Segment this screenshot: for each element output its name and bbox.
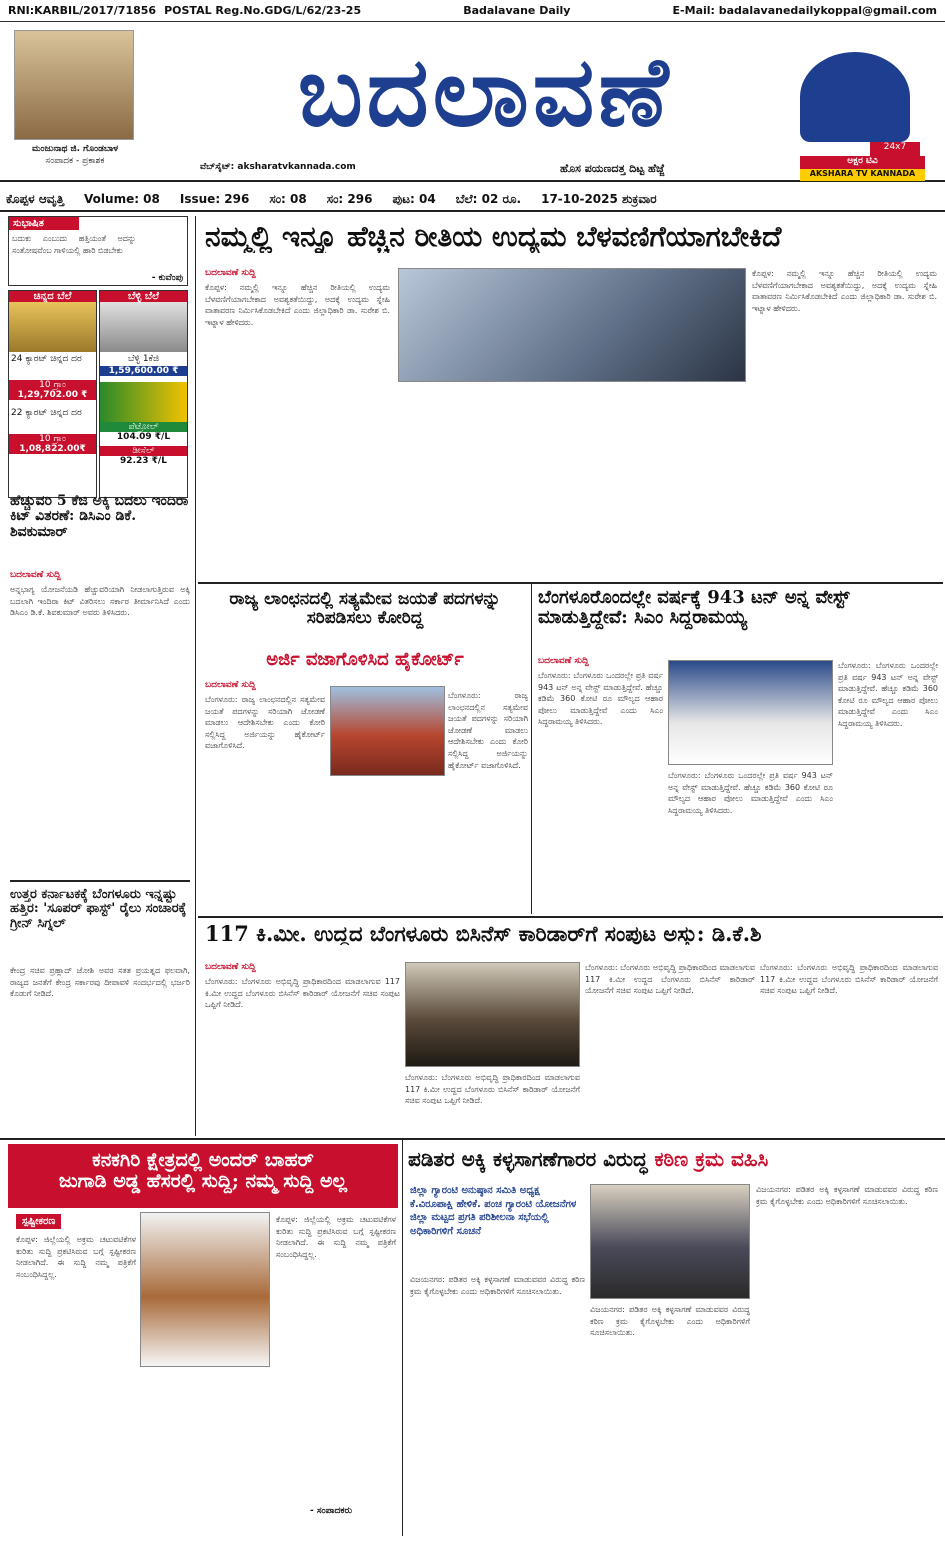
website[interactable]: ವೆಬ್‌ಸೈಟ್: aksharatvkannada.com bbox=[200, 162, 356, 172]
silver-price: 1,59,600.00 ₹ bbox=[100, 366, 187, 376]
volume: Volume: 08 bbox=[84, 192, 160, 206]
info-bar bbox=[0, 188, 945, 212]
smuggle-headline-1: ಪಡಿತರ ಅಕ್ಕಿ ಕಳ್ಳಸಾಗಣೆಗಾರರ ವಿರುದ್ಧ bbox=[408, 1147, 648, 1171]
kanakagiri-label: ಸ್ಪಷ್ಟೀಕರಣ bbox=[16, 1214, 61, 1229]
editor-photo bbox=[14, 30, 134, 140]
court-headline: ರಾಜ್ಯ ಲಾಂಛನದಲ್ಲಿ ಸತ್ಯಮೇವ ಜಯತೆ ಪದಗಳನ್ನು ಸರಿಪಡಿಸಲು ಕೋರಿದ್ದ bbox=[229, 589, 501, 628]
waste-headline: ಬೆಂಗಳೂರೊಂದಲ್ಲೇ ವರ್ಷಕ್ಕೆ 943 ಟನ್ ಅನ್ನ ವೇಸ್ಟ್ ಮಾಡುತ್ತಿದ್ದೇವೆ: ಸಿಎಂ ಸಿದ್ದರಾಮಯ್ಯ bbox=[538, 587, 850, 628]
email: E-Mail: badalavanedailykoppal@gmail.com bbox=[672, 4, 937, 17]
rice-byline: ಬದಲಾವಣೆ ಸುದ್ದಿ bbox=[10, 570, 61, 580]
rail-headline: ಉತ್ತರ ಕರ್ನಾಟಕಕ್ಕೆ ಬೆಂಗಳೂರು ಇನ್ನಷ್ಟು ಹತ್ತಿರ: 'ಸೂಪರ್ ಫಾಸ್ಟ್' ರೈಲು ಸಂಚಾರಕ್ಕೆ ಗ್ರೀನ್ ಸಿಗ್ನಲ್ bbox=[10, 887, 187, 931]
column-divider bbox=[195, 216, 196, 1136]
corridor-body-cont: ಬೆಂಗಳೂರು: ಬೆಂಗಳೂರು ಅಭಿವೃದ್ಧಿ ಪ್ರಾಧಿಕಾರದಿಂದ ಮಾಡಲಾಗುವ 117 ಕಿ.ಮೀ ಉದ್ದದ ಬೆಂಗಳೂರು ಬಿಸಿನೆಸ್ ಕಾರಿಡಾರ್ ಯೋಜನೆಗೆ ಸಚಿವ ಸಂಪುಟ ಒಪ್ಪಿಗೆ ನೀಡಿದೆ. bbox=[405, 1073, 580, 1106]
petrol-price: 104.09 ₹/L bbox=[116, 432, 171, 442]
diesel-price: 92.23 ₹/L bbox=[120, 456, 167, 466]
lead-body: ಕೊಪ್ಪಳ: ನಮ್ಮಲ್ಲಿ ಇನ್ನೂ ಹೆಚ್ಚಿನ ರೀತಿಯಲ್ಲಿ ಉದ್ಯಮ ಬೆಳವಣಿಗೆಯಾಗಬೇಕಾದ ಅವಶ್ಯಕತೆಯಿದ್ದು, ಅದಕ್ಕೆ ಉದ್ಯಮ ಸ್ನೇಹಿ ವಾತಾವರಣ ನಿರ್ಮಿಸಿಕೊಡಬೇಕಿದೆ ಎಂದು ಜಿಲ್ಲಾಧಿಕಾರಿ ಡಾ. ಸುರೇಶ ಬಿ. ಇಟ್ನಾಳ ಹೇಳಿದರು. bbox=[205, 283, 390, 327]
subhashita-box bbox=[8, 216, 188, 286]
column-divider bbox=[402, 1140, 403, 1536]
tv-badge: 24x7 bbox=[870, 142, 920, 156]
subhashita-text: ಬದುಕು ಎಂಬುದು ಹತ್ತಿಯಂತೆ ಅದನ್ನು ಸಂತೋಷವೆಂಬ ಗಾಳಿಯಲ್ಲಿ ಹಾರಿ ಬಿಡಬೇಕು bbox=[12, 234, 136, 255]
kanakagiri-photo bbox=[140, 1212, 270, 1367]
kanakagiri-sign: - ಸಂಪಾದಕರು bbox=[310, 1506, 353, 1516]
masthead-title: ಬದಲಾವಣೆ bbox=[297, 35, 673, 148]
kanakagiri-headline bbox=[8, 1144, 398, 1208]
gold22-qty: 10 ಗ್ರಾಂ bbox=[9, 434, 96, 444]
smuggle-headline-2: ಕಠಿಣ ಕ್ರಮ ವಹಿಸಿ bbox=[654, 1147, 769, 1171]
smuggle-photo bbox=[590, 1184, 750, 1299]
smuggle-headline bbox=[408, 1148, 938, 1170]
waste-byline: ಬದಲಾವಣೆ ಸುದ್ದಿ bbox=[538, 656, 589, 666]
lead-photo bbox=[398, 268, 746, 382]
samputa: ಸಂ: 08 bbox=[269, 191, 307, 206]
gold-image bbox=[9, 302, 96, 352]
paper-name: Badalavane Daily bbox=[463, 4, 571, 17]
smuggle-subhead: ಜಿಲ್ಲಾ ಗ್ಯಾರಂಟಿ ಅನುಷ್ಠಾನ ಸಮಿತಿ ಅಧ್ಯಕ್ಷ ಕೆ.ವಿರೂಪಾಕ್ಷಿ ಹೇಳಿಕೆ. ಪಂಚ ಗ್ಯಾರಂಟಿ ಯೋಜನೆಗಳ ಜಿಲ್ಲಾ ಮಟ್ಟದ ಪ್ರಗತಿ ಪರಿಶೀಲನಾ ಸಭೆಯಲ್ಲಿ ಅಧಿಕಾರಿಗಳಿಗೆ ಸೂಚನೆ bbox=[410, 1185, 577, 1237]
corridor-headline: 117 ಕಿ.ಮೀ. ಉದ್ದದ ಬೆಂಗಳೂರು ಬಿಸಿನೆಸ್ ಕಾರಿಡಾರ್‌ಗೆ ಸಂಪುಟ ಅಸ್ತು: ಡಿ.ಕೆ.ಶಿ bbox=[205, 922, 762, 946]
kanakagiri-body: ಕೊಪ್ಪಳ: ಜಿಲ್ಲೆಯಲ್ಲಿ ಅಕ್ರಮ ಚಟುವಟಿಕೆಗಳ ಕುರಿತು ಸುದ್ದಿ ಪ್ರಕಟಿಸಿರುವ ಬಗ್ಗೆ ಸ್ಪಷ್ಟೀಕರಣ ನೀಡಲಾಗಿದೆ. ಈ ಸುದ್ದಿ ನಮ್ಮ ಪತ್ರಿಕೆಗೆ ಸಂಬಂಧಿಸಿದ್ದಲ್ಲ. bbox=[16, 1235, 136, 1279]
gold24-label: 24 ಕ್ಯಾರಟ್ ಚಿನ್ನದ ದರ bbox=[11, 354, 82, 364]
corridor-body: ಬೆಂಗಳೂರು: ಬೆಂಗಳೂರು ಅಭಿವೃದ್ಧಿ ಪ್ರಾಧಿಕಾರದಿಂದ ಮಾಡಲಾಗುವ 117 ಕಿ.ಮೀ ಉದ್ದದ ಬೆಂಗಳೂರು ಬಿಸಿನೆಸ್ ಕಾರಿಡಾರ್ ಯೋಜನೆಗೆ ಸಚಿವ ಸಂಪುಟ ಒಪ್ಪಿಗೆ ನೀಡಿದೆ. bbox=[205, 977, 400, 1010]
price: ಬೆಲೆ: 02 ರೂ. bbox=[455, 191, 522, 206]
top-bar bbox=[0, 0, 945, 22]
kanakagiri-headline-line2: ಜುಗಾಡಿ ಅಡ್ಡ ಹೆಸರಲ್ಲಿ ಸುದ್ದಿ; ನಮ್ಮ ಸುದ್ದಿ ಅಲ್ಲ bbox=[58, 1169, 348, 1192]
tv-logo bbox=[800, 52, 910, 142]
divider bbox=[198, 582, 943, 584]
tv-name-en: AKSHARA TV KANNADA bbox=[800, 169, 925, 181]
fuel-icon bbox=[100, 382, 187, 422]
cm-photo bbox=[668, 660, 833, 765]
editor-role: ಸಂಪಾದಕ - ಪ್ರಕಾಶಕ bbox=[45, 156, 105, 166]
gold24-qty: 10 ಗ್ರಾಂ bbox=[9, 380, 96, 390]
lead-byline: ಬದಲಾವಣೆ ಸುದ್ದಿ bbox=[205, 268, 256, 278]
gold22-price: 1,08,822.00₹ bbox=[9, 444, 96, 454]
subhashita-label: ಸುಭಾಷಿತ bbox=[9, 217, 79, 230]
column-divider bbox=[531, 584, 532, 914]
gold-label: ಚಿನ್ನದ ಬೆಲೆ bbox=[9, 291, 96, 302]
tv-name: ಅಕ್ಷರ ಟಿವಿ bbox=[800, 156, 925, 169]
sidebar bbox=[8, 216, 188, 498]
rail-body: ಕೇಂದ್ರ ಸಚಿವ ಪ್ರಹ್ಲಾದ್ ಜೋಶಿ ಅವರ ಸತತ ಪ್ರಯತ್ನದ ಫಲವಾಗಿ, ರಾಜ್ಯದ ಜನತೆಗೆ ಕೇಂದ್ರ ಸರ್ಕಾರವು ದೀಪಾವಳಿ ಸಂದರ್ಭದಲ್ಲಿ ಭರ್ಜರಿ ಕೊಡುಗೆ ನೀಡಿದೆ. bbox=[10, 966, 190, 999]
silver-image bbox=[100, 302, 187, 352]
kanakagiri-body-cont: ಕೊಪ್ಪಳ: ಜಿಲ್ಲೆಯಲ್ಲಿ ಅಕ್ರಮ ಚಟುವಟಿಕೆಗಳ ಕುರಿತು ಸುದ್ದಿ ಪ್ರಕಟಿಸಿರುವ ಬಗ್ಗೆ ಸ್ಪಷ್ಟೀಕರಣ ನೀಡಲಾಗಿದೆ. ಈ ಸುದ್ದಿ ನಮ್ಮ ಪತ್ರಿಕೆಗೆ ಸಂಬಂಧಿಸಿದ್ದಲ್ಲ. bbox=[276, 1215, 396, 1259]
gold-box bbox=[8, 290, 97, 498]
waste-body-cont: ಬೆಂಗಳೂರು: ಬೆಂಗಳೂರು ಒಂದರಲ್ಲೇ ಪ್ರತಿ ವರ್ಷ 943 ಟನ್ ಅನ್ನ ವೇಸ್ಟ್ ಮಾಡುತ್ತಿದ್ದೇವೆ. ಹೆಚ್ಚೂ ಕಡಿಮೆ 360 ಕೋಟಿ ರೂ ಮೌಲ್ಯದ ಆಹಾರ ಪೋಲು ಮಾಡುತ್ತಿದ್ದೇವೆ ಎಂದು ಸಿಎಂ ಸಿದ್ದರಾಮಯ್ಯ ತಿಳಿಸಿದರು. bbox=[838, 661, 938, 728]
divider bbox=[0, 1138, 945, 1140]
subhashita-author: - ಕುವೆಂಪು bbox=[151, 273, 183, 283]
lead-body-cont: ಕೊಪ್ಪಳ: ನಮ್ಮಲ್ಲಿ ಇನ್ನೂ ಹೆಚ್ಚಿನ ರೀತಿಯಲ್ಲಿ ಉದ್ಯಮ ಬೆಳವಣಿಗೆಯಾಗಬೇಕಾದ ಅವಶ್ಯಕತೆಯಿದ್ದು, ಅದಕ್ಕೆ ಉದ್ಯಮ ಸ್ನೇಹಿ ವಾತಾವರಣ ನಿರ್ಮಿಸಿಕೊಡಬೇಕಿದೆ ಎಂದು ಜಿಲ್ಲಾಧಿಕಾರಿ ಡಾ. ಸುರೇಶ ಬಿ. ಇಟ್ನಾಳ ಹೇಳಿದರು. bbox=[752, 269, 937, 313]
rice-headline: ಹೆಚ್ಚುವರಿ 5 ಕೆಜಿ ಅಕ್ಕಿ ಬದಲು ಇಂದಿರಾ ಕಿಟ್ ವಿತರಣೆ: ಡಿಸಿಎಂ ಡಿಕೆ. ಶಿವಕುಮಾರ್ bbox=[10, 493, 189, 540]
court-photo bbox=[330, 686, 445, 776]
court-body: ಬೆಂಗಳೂರು: ರಾಜ್ಯ ಲಾಂಛನದಲ್ಲಿನ ಸತ್ಯಮೇವ ಜಯತೆ ಪದಗಳನ್ನು ಸರಿಯಾಗಿ ಜೋಡಣೆ ಮಾಡಲು ಆದೇಶಿಸಬೇಕು ಎಂದು ಕೋರಿ ಸಲ್ಲಿಸಿದ್ದ ಅರ್ಜಿಯನ್ನು ಹೈಕೋರ್ಟ್ ವಜಾಗೊಳಿಸಿದೆ. bbox=[205, 695, 325, 751]
pages: ಪುಟ: 04 bbox=[392, 191, 436, 206]
date: 17-10-2025 ಶುಕ್ರವಾರ bbox=[541, 191, 657, 206]
diesel-label: ಡೀಸೆಲ್ bbox=[100, 446, 187, 456]
court-body-cont: ಬೆಂಗಳೂರು: ರಾಜ್ಯ ಲಾಂಛನದಲ್ಲಿನ ಸತ್ಯಮೇವ ಜಯತೆ ಪದಗಳನ್ನು ಸರಿಯಾಗಿ ಜೋಡಣೆ ಮಾಡಲು ಆದೇಶಿಸಬೇಕು ಎಂದು ಕೋರಿ ಸಲ್ಲಿಸಿದ್ದ ಅರ್ಜಿಯನ್ನು ಹೈಕೋರ್ಟ್ ವಜಾಗೊಳಿಸಿದೆ. bbox=[448, 691, 528, 770]
divider bbox=[198, 916, 943, 918]
gold22-label: 22 ಕ್ಯಾರಟ್ ಚಿನ್ನದ ದರ bbox=[11, 408, 82, 418]
smuggle-body-cont: ವಿಜಯನಗರ: ಪಡಿತರ ಅಕ್ಕಿ ಕಳ್ಳಸಾಗಣೆ ಮಾಡುವವರ ವಿರುದ್ಧ ಕಠಿಣ ಕ್ರಮ ಕೈಗೊಳ್ಳಬೇಕು ಎಂದು ಅಧಿಕಾರಿಗಳಿಗೆ ಸೂಚಿಸಲಾಯಿತು. bbox=[590, 1305, 750, 1338]
corridor-photo bbox=[405, 962, 580, 1067]
court-byline: ಬದಲಾವಣೆ ಸುದ್ದಿ bbox=[205, 680, 256, 690]
rni-number: RNI:KARBIL/2017/71856 bbox=[8, 4, 157, 17]
masthead bbox=[0, 22, 945, 182]
corridor-body-cont3: ಬೆಂಗಳೂರು: ಬೆಂಗಳೂರು ಅಭಿವೃದ್ಧಿ ಪ್ರಾಧಿಕಾರದಿಂದ ಮಾಡಲಾಗುವ 117 ಕಿ.ಮೀ ಉದ್ದದ ಬೆಂಗಳೂರು ಬಿಸಿನೆಸ್ ಕಾರಿಡಾರ್ ಯೋಜನೆಗೆ ಸಚಿವ ಸಂಪುಟ ಒಪ್ಪಿಗೆ ನೀಡಿದೆ. bbox=[760, 963, 938, 996]
tagline: ಹೊಸ ಪಯಣದತ್ತ ದಿಟ್ಟ ಹೆಜ್ಜೆ bbox=[560, 162, 665, 175]
smuggle-body: ವಿಜಯನಗರ: ಪಡಿತರ ಅಕ್ಕಿ ಕಳ್ಳಸಾಗಣೆ ಮಾಡುವವರ ವಿರುದ್ಧ ಕಠಿಣ ಕ್ರಮ ಕೈಗೊಳ್ಳಬೇಕು ಎಂದು ಅಧಿಕಾರಿಗಳಿಗೆ ಸೂಚಿಸಲಾಯಿತು. bbox=[410, 1275, 585, 1296]
issue: Issue: 296 bbox=[179, 192, 250, 206]
waste-body: ಬೆಂಗಳೂರು: ಬೆಂಗಳೂರು ಒಂದರಲ್ಲೇ ಪ್ರತಿ ವರ್ಷ 943 ಟನ್ ಅನ್ನ ವೇಸ್ಟ್ ಮಾಡುತ್ತಿದ್ದೇವೆ. ಹೆಚ್ಚೂ ಕಡಿಮೆ 360 ಕೋಟಿ ರೂ ಮೌಲ್ಯದ ಆಹಾರ ಪೋಲು ಮಾಡುತ್ತಿದ್ದೇವೆ ಎಂದು ಸಿಎಂ ಸಿದ್ದರಾಮಯ್ಯ ತಿಳಿಸಿದರು. bbox=[538, 671, 663, 727]
edition: ಕೊಪ್ಪಳ ಆವೃತ್ತಿ bbox=[6, 191, 65, 206]
corridor-byline: ಬದಲಾವಣೆ ಸುದ್ದಿ bbox=[205, 962, 256, 972]
court-headline-red: ಅರ್ಜಿ ವಜಾಗೊಳಿಸಿದ ಹೈಕೋರ್ಟ್ bbox=[266, 649, 464, 670]
smuggle-body-cont2: ವಿಜಯನಗರ: ಪಡಿತರ ಅಕ್ಕಿ ಕಳ್ಳಸಾಗಣೆ ಮಾಡುವವರ ವಿರುದ್ಧ ಕಠಿಣ ಕ್ರಮ ಕೈಗೊಳ್ಳಬೇಕು ಎಂದು ಅಧಿಕಾರಿಗಳಿಗೆ ಸೂಚಿಸಲಾಯಿತು. bbox=[756, 1185, 938, 1206]
corridor-body-cont2: ಬೆಂಗಳೂರು: ಬೆಂಗಳೂರು ಅಭಿವೃದ್ಧಿ ಪ್ರಾಧಿಕಾರದಿಂದ ಮಾಡಲಾಗುವ 117 ಕಿ.ಮೀ ಉದ್ದದ ಬೆಂಗಳೂರು ಬಿಸಿನೆಸ್ ಕಾರಿಡಾರ್ ಯೋಜನೆಗೆ ಸಚಿವ ಸಂಪುಟ ಒಪ್ಪಿಗೆ ನೀಡಿದೆ. bbox=[585, 963, 755, 996]
lead-headline: ನಮ್ಮಲ್ಲಿ ಇನ್ನೂ ಹೆಚ್ಚಿನ ರೀತಿಯ ಉದ್ಯಮ ಬೆಳವಣಿಗೆಯಾಗಬೇಕಿದೆ bbox=[205, 222, 782, 253]
petrol-label: ಪೆಟ್ರೋಲ್ bbox=[100, 422, 187, 432]
rice-body: ಅನ್ನಭಾಗ್ಯ ಯೋಜನೆಯಡಿ ಹೆಚ್ಚುವರಿಯಾಗಿ ನೀಡಲಾಗುತ್ತಿರುವ ಅಕ್ಕಿ ಬದಲಾಗಿ ಇಂದಿರಾ ಕಿಟ್ ವಿತರಿಸಲು ಸರ್ಕಾರ ತೀರ್ಮಾನಿಸಿದೆ ಎಂದು ಡಿಸಿಎಂ ಡಿ.ಕೆ. ಶಿವಕುಮಾರ್ ಅವರು ತಿಳಿಸಿದರು. bbox=[10, 585, 190, 618]
divider bbox=[10, 880, 190, 882]
kanakagiri-headline-line1: ಕನಕಗಿರಿ ಕ್ಷೇತ್ರದಲ್ಲಿ ಅಂದರ್ ಬಾಹರ್ bbox=[92, 1149, 314, 1171]
sanchike: ಸಂ: 296 bbox=[326, 191, 373, 206]
silver-label: ಬೆಳ್ಳಿ ಬೆಲೆ bbox=[100, 291, 187, 302]
silver-box bbox=[99, 290, 188, 498]
waste-body-cont2: ಬೆಂಗಳೂರು: ಬೆಂಗಳೂರು ಒಂದರಲ್ಲೇ ಪ್ರತಿ ವರ್ಷ 943 ಟನ್ ಅನ್ನ ವೇಸ್ಟ್ ಮಾಡುತ್ತಿದ್ದೇವೆ. ಹೆಚ್ಚೂ ಕಡಿಮೆ 360 ಕೋಟಿ ರೂ ಮೌಲ್ಯದ ಆಹಾರ ಪೋಲು ಮಾಡುತ್ತಿದ್ದೇವೆ ಎಂದು ಸಿಎಂ ಸಿದ್ದರಾಮಯ್ಯ ತಿಳಿಸಿದರು. bbox=[668, 771, 833, 815]
postal-reg: POSTAL Reg.No.GDG/L/62/23-25 bbox=[164, 4, 362, 17]
editor-caption: ಮಂಜುನಾಥ ಜಿ. ಗೊಂಡಬಾಳ bbox=[31, 144, 119, 154]
silver-qty: ಬೆಳ್ಳಿ 1ಕೆಜಿ bbox=[127, 354, 160, 364]
gold24-price: 1,29,702.00 ₹ bbox=[9, 390, 96, 400]
